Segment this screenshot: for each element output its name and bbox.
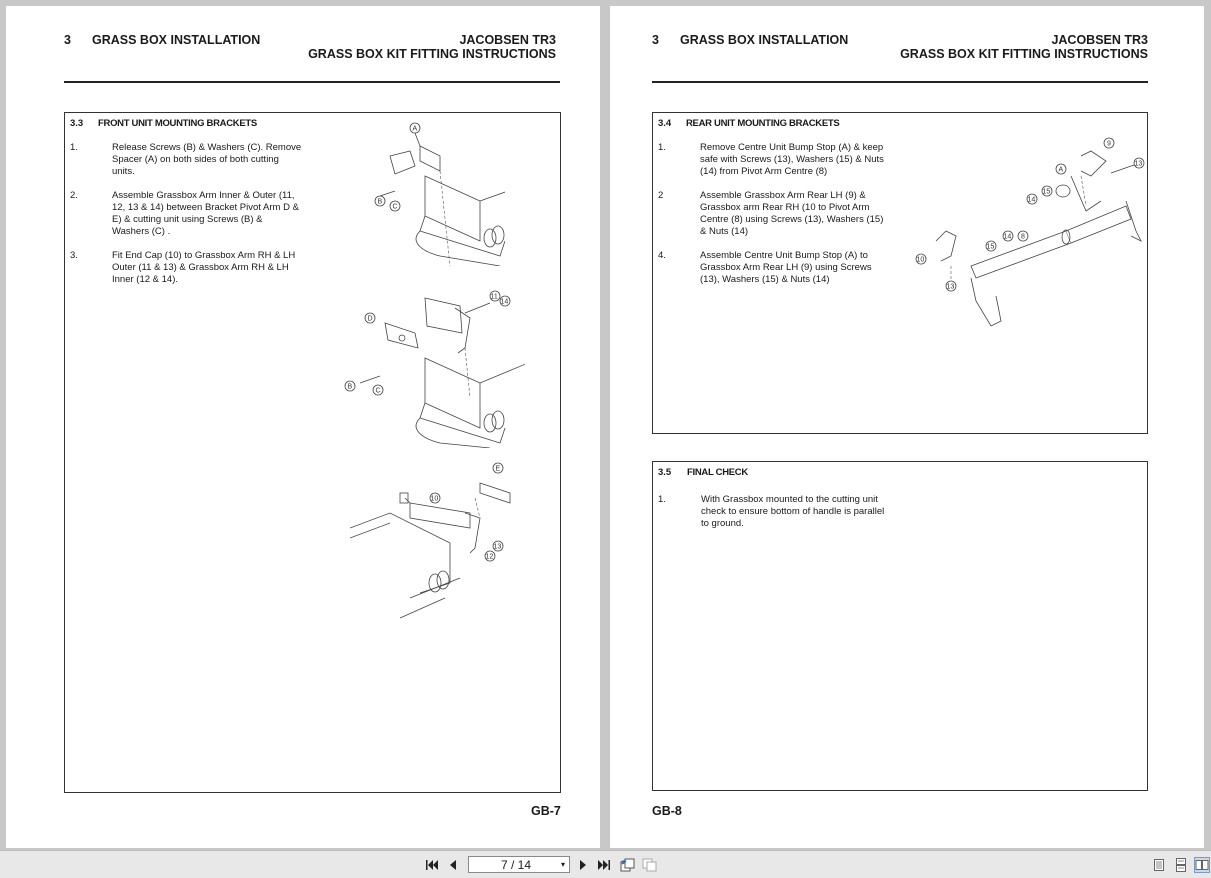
section-box (64, 112, 561, 793)
header-rule (64, 81, 560, 83)
doc-subtitle: GRASS BOX KIT FITTING INSTRUCTIONS (900, 47, 1148, 61)
callout-13b: 13 (946, 283, 955, 291)
callout-9: 9 (1107, 140, 1111, 148)
doc-subtitle: GRASS BOX KIT FITTING INSTRUCTIONS (308, 47, 556, 61)
callout-e: E (495, 465, 501, 473)
header-rule (652, 81, 1148, 83)
header-right (900, 33, 1148, 61)
callout-b: B (377, 198, 383, 206)
callout-c2: C (375, 387, 381, 395)
step-number: 1. (70, 142, 78, 153)
page-number: GB-8 (652, 804, 682, 818)
left-page (6, 6, 600, 848)
continuous-icon[interactable] (1174, 857, 1188, 873)
step-number: 1. (658, 494, 666, 505)
section-number: 3.5 (658, 467, 672, 478)
step-text: With Grassbox mounted to the cutting unit check to ensure bottom of handle is parallel to ground. (701, 494, 885, 529)
section-title: REAR UNIT MOUNTING BRACKETS (686, 118, 840, 129)
previous-page-icon[interactable] (446, 857, 460, 873)
facing-pages-icon[interactable] (1194, 857, 1210, 873)
front-bracket-diagram-3 (350, 458, 525, 628)
last-page-icon[interactable] (596, 857, 612, 873)
callout-10-right: 10 (916, 256, 925, 264)
step-text: Assemble Grassbox Arm Inner & Outer (11, 12, 13 & 14) between Bracket Pivot Arm D & E) & cutting unit using Screws (B) & Washers (C) . (112, 190, 299, 237)
page-number-value: 7 / 14 (500, 857, 532, 872)
chevron-down-icon[interactable]: ▾ (560, 860, 565, 869)
callout-14b: 14 (1003, 233, 1012, 241)
rear-bracket-diagram (911, 131, 1146, 336)
next-page-icon[interactable] (576, 857, 590, 873)
right-page (610, 6, 1204, 848)
front-bracket-diagram-1 (350, 116, 505, 266)
forward-view-icon[interactable] (642, 857, 658, 873)
viewer-toolbar (0, 850, 1211, 878)
chapter-number: 3 (652, 33, 659, 47)
chapter-title: GRASS BOX INSTALLATION (92, 33, 261, 47)
header-right (308, 33, 556, 61)
section-title: FINAL CHECK (687, 467, 748, 478)
brand-title: JACOBSEN TR3 (1051, 33, 1148, 47)
step-text: Release Screws (B) & Washers (C). Remove Spacer (A) on both sides of both cutting units. (112, 142, 302, 177)
brand-title: JACOBSEN TR3 (459, 33, 556, 47)
section-number: 3.3 (70, 118, 84, 129)
callout-15b: 15 (986, 243, 995, 251)
page-number: GB-7 (531, 804, 561, 818)
section-number: 3.4 (658, 118, 672, 129)
callout-10: 10 (430, 495, 439, 503)
callout-14a: 14 (1027, 196, 1036, 204)
step-text: Remove Centre Unit Bump Stop (A) & keep safe with Screws (13), Washers (15) & Nuts (14) from Pivot Arm Centre (8) (700, 142, 884, 177)
back-view-icon[interactable] (620, 857, 636, 873)
callout-a-right: A (1058, 166, 1064, 174)
first-page-icon[interactable] (424, 857, 440, 873)
section-box-final-check (652, 461, 1148, 791)
step-number: 2. (70, 190, 78, 201)
section-box-rear-brackets (652, 112, 1148, 434)
callout-d: D (367, 315, 373, 323)
chapter-number: 3 (64, 33, 71, 47)
step-number: 3. (70, 250, 78, 261)
step-number: 4. (658, 250, 666, 261)
callout-11: 11 (490, 293, 498, 301)
section-title: FRONT UNIT MOUNTING BRACKETS (98, 118, 257, 129)
step-number: 2 (658, 190, 664, 201)
callout-13: 13 (493, 543, 502, 551)
step-text: Assemble Centre Unit Bump Stop (A) to Grassbox Arm Rear LH (9) using Screws (13), Washers (15) & Nuts (14) (700, 250, 872, 285)
page-number-select[interactable] (468, 856, 570, 873)
callout-b2: B (347, 383, 353, 391)
single-page-icon[interactable] (1152, 857, 1166, 873)
callout-a: A (412, 125, 418, 133)
callout-13a: 13 (1134, 160, 1143, 168)
callout-12: 12 (485, 553, 494, 561)
chapter-title: GRASS BOX INSTALLATION (680, 33, 849, 47)
callout-8: 8 (1021, 233, 1025, 241)
step-text: Assemble Grassbox Arm Rear LH (9) & Grassbox arm Rear RH (10 to Pivot Arm Centre (8) using Screws (13), Washers (15) & Nuts (14) (700, 190, 884, 237)
callout-c: C (392, 203, 398, 211)
step-number: 1. (658, 142, 666, 153)
callout-15a: 15 (1042, 188, 1051, 196)
front-bracket-diagram-2 (340, 288, 525, 448)
callout-14: 14 (500, 298, 509, 306)
step-text: Fit End Cap (10) to Grassbox Arm RH & LH Outer (11 & 13) & Grassbox Arm RH & LH Inner (12 & 14). (112, 250, 296, 285)
